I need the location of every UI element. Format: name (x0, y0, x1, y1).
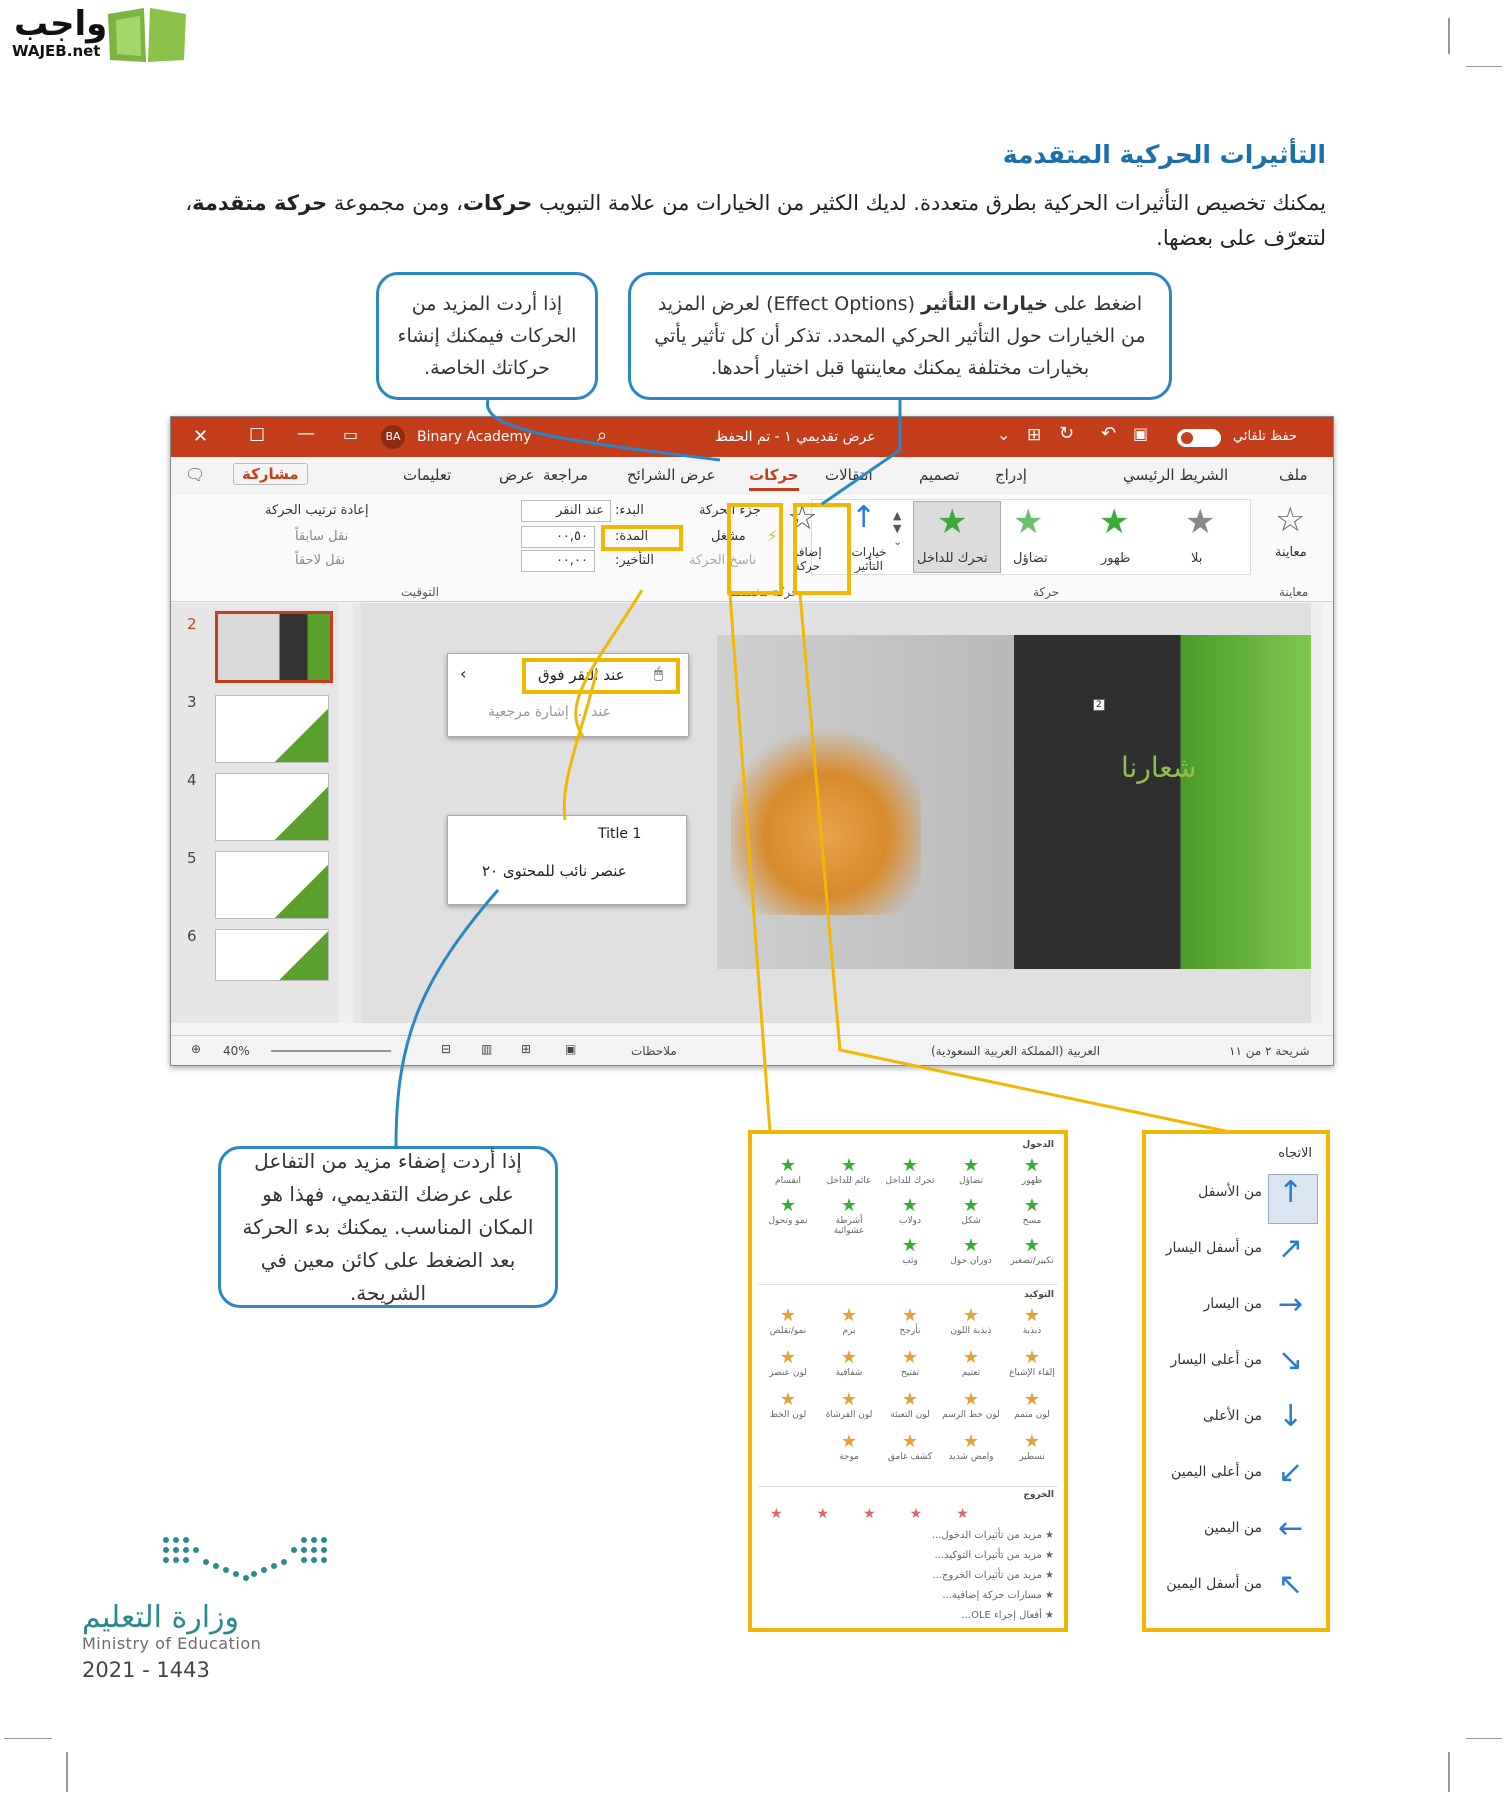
close-icon[interactable]: ✕ (193, 426, 209, 447)
effect-gallery-item[interactable] (758, 1390, 818, 1432)
start-dropdown[interactable]: عند النقر (521, 500, 611, 522)
direction-label: من أسفل اليمين (1166, 1576, 1262, 1592)
crop-mark (4, 1738, 52, 1739)
direction-label: من الأسفل (1198, 1184, 1262, 1200)
effect-gallery-label: دوران حول (950, 1256, 992, 1266)
section-title: التأثيرات الحركية المتقدمة (1002, 140, 1326, 169)
language-status[interactable]: العربية (المملكة العربية السعودية) (931, 1044, 1101, 1058)
effect-gallery-label: شكل (961, 1216, 981, 1226)
effect-gallery-item[interactable] (941, 1236, 1001, 1276)
effect-gallery-label: وامض شديد (948, 1452, 994, 1462)
tab-transitions[interactable]: انتقالات (825, 466, 873, 484)
ministry-name-english: Ministry of Education (82, 1634, 262, 1653)
undo-icon[interactable]: ↶ (1101, 423, 1117, 444)
intro-paragraph: يمكنك تخصيص التأثيرات الحركية بطرق متعددة. لديك الكثير من الخيارات من علامة التبويب حركات، ومن مجموعة حركة متقدمة، لتتعرّف على بعضها. (185, 191, 1326, 250)
slide-heading[interactable]: شعارنا (1121, 751, 1197, 784)
star-icon: ★ (962, 1235, 980, 1256)
thumbnail-slide-5[interactable] (215, 851, 329, 919)
effect-gallery-label: لون عنصر (769, 1368, 807, 1378)
direction-label: من اليمين (1204, 1520, 1262, 1536)
effect-gallery-item[interactable] (880, 1306, 940, 1348)
crop-mark (1466, 1738, 1502, 1739)
animation-painter-button[interactable]: ناسخ الحركة (689, 553, 757, 568)
direction-arrow-icon: ↓ (1278, 1399, 1304, 1434)
effect-gallery-item[interactable] (941, 1432, 1001, 1474)
direction-arrow-icon: ↗ (1278, 1231, 1304, 1266)
effect-gallery-label: إلقاء الإشباع (1009, 1368, 1055, 1378)
direction-option[interactable] (1146, 1287, 1326, 1330)
crop-mark (1466, 66, 1502, 67)
thumbnail-slide-3[interactable] (215, 695, 329, 763)
direction-arrow-icon: ↙ (1278, 1455, 1304, 1490)
star-icon: ★ (840, 1347, 858, 1368)
star-icon: ★ (840, 1305, 858, 1326)
star-icon: ★ (901, 1347, 919, 1368)
start-label: البدء: (615, 503, 644, 518)
effect-fade-icon[interactable]: ★ (1013, 502, 1044, 542)
thumb-number: 2 (187, 615, 197, 633)
direction-arrow-icon: ↘ (1278, 1343, 1304, 1378)
effect-none-icon[interactable]: ★ (1185, 502, 1216, 542)
star-icon: ★ (779, 1155, 797, 1176)
star-icon: ★ (962, 1347, 980, 1368)
add-animation-icon[interactable]: ☆ (787, 498, 818, 538)
wajeb-logo-latin: WAJEB.net (12, 42, 101, 60)
effect-gallery-item[interactable] (819, 1306, 879, 1348)
effect-gallery-label: تسطير (1019, 1452, 1045, 1462)
effect-flyin-label: تحرك للداخل (917, 551, 988, 566)
zoom-level[interactable]: 40% (223, 1044, 250, 1058)
effect-gallery-item[interactable] (941, 1156, 1001, 1196)
divider (758, 1486, 1058, 1487)
delay-label: التأخير: (615, 553, 654, 568)
more-effects-item[interactable]: ★ أفعال إجراء OLE... (961, 1610, 1054, 1621)
effect-none-label: بلا (1191, 551, 1203, 566)
effect-gallery-label: كشف غامق (887, 1452, 933, 1462)
effect-gallery-item[interactable] (1002, 1390, 1062, 1432)
delay-input[interactable]: ٠٠,٠٠ (521, 550, 595, 572)
trigger-icon: ⚡ (767, 527, 778, 545)
effect-gallery-item[interactable] (941, 1306, 1001, 1348)
tab-review[interactable]: مراجعة (543, 466, 589, 484)
canvas-scrollbar[interactable] (1311, 603, 1323, 1023)
tab-view[interactable]: عرض (499, 466, 535, 484)
star-icon: ★ (962, 1195, 980, 1216)
thumbnail-slide-2[interactable] (215, 611, 333, 683)
preview-icon[interactable]: ☆ (1275, 500, 1306, 540)
effect-options-highlight (793, 503, 851, 595)
more-effects-list (814, 1526, 1054, 1626)
effect-options-menu (1142, 1130, 1330, 1632)
duration-label: المدة: (615, 529, 649, 544)
star-icon: ★ (1023, 1155, 1041, 1176)
direction-option[interactable] (1146, 1567, 1326, 1610)
thumbnail-slide-6[interactable] (215, 929, 329, 981)
effect-flyin-icon: ★ (937, 502, 968, 542)
star-icon: ★ (962, 1389, 980, 1410)
effect-gallery-label: لون خط الرسم (942, 1410, 1000, 1420)
direction-arrow-icon: → (1278, 1287, 1304, 1322)
star-icon: ★ (901, 1195, 919, 1216)
effect-options-icon[interactable]: ↑ (851, 500, 877, 535)
star-icon: ★ (1023, 1389, 1041, 1410)
notes-button[interactable]: ملاحظات (631, 1044, 677, 1058)
thumb-number: 4 (187, 771, 197, 789)
effect-gallery-label: برم (842, 1326, 856, 1336)
document-title: عرض تقديمي ١ - تم الحفظ (715, 429, 876, 445)
effect-gallery-label: موجة (839, 1452, 859, 1462)
thumbnail-scrollbar[interactable] (339, 603, 353, 1023)
book-logo-icon (106, 6, 188, 64)
more-effects-item[interactable]: ★ مسارات حركة إضافية... (942, 1590, 1054, 1601)
tab-help[interactable]: تعليمات (403, 466, 452, 484)
effect-gallery-item[interactable] (941, 1390, 1001, 1432)
redo-icon[interactable]: ↻ (1059, 423, 1075, 444)
effect-gallery-label: ذبذبة اللون (950, 1326, 992, 1336)
ministry-name-arabic: وزارة التعليم (82, 1600, 240, 1635)
trigger-on-bookmark-item[interactable]: عند ... إشارة مرجعية (488, 704, 611, 720)
effect-gallery-label: انقسام (775, 1176, 801, 1186)
direction-option[interactable] (1146, 1175, 1326, 1218)
star-icon: ★ (1023, 1431, 1041, 1452)
direction-list (1146, 1175, 1326, 1618)
shape-title-1[interactable]: Title 1 (598, 826, 642, 842)
thumb-number: 3 (187, 693, 197, 711)
star-icon: ★ (779, 1389, 797, 1410)
more-effects-item[interactable]: ★ مزيد من تأثيرات التوكيد... (934, 1550, 1054, 1561)
star-icon: ★ (962, 1431, 980, 1452)
avatar[interactable]: BA (381, 425, 405, 449)
ministry-logo-dots (160, 1532, 330, 1586)
effect-gallery-item[interactable] (819, 1390, 879, 1432)
tab-animations[interactable]: حركات (749, 466, 799, 491)
effect-gallery-label: لون التعبئة (890, 1410, 930, 1420)
bubble-tea-image (731, 715, 921, 915)
effect-gallery-item[interactable] (941, 1348, 1001, 1390)
effect-gallery-label: نمو وتحول (768, 1216, 808, 1226)
effect-gallery-label: لون متمم (1014, 1410, 1050, 1420)
effect-gallery-item[interactable] (1002, 1432, 1062, 1474)
tab-home[interactable]: الشريط الرئيسي (1123, 466, 1229, 484)
maximize-icon[interactable]: ☐ (249, 425, 266, 446)
academic-year: 2021 - 1443 (82, 1658, 210, 1682)
thumb-number: 6 (187, 927, 197, 945)
animation-pane-button[interactable]: جزء الحركة (699, 503, 761, 518)
tab-design[interactable]: تصميم (919, 466, 960, 484)
effect-gallery-label: تعتيم (961, 1368, 981, 1378)
add-animation-gallery (748, 1130, 1068, 1632)
effect-gallery-item[interactable] (1002, 1236, 1062, 1276)
trigger-highlight (601, 525, 683, 551)
trigger-button[interactable]: مشغل (711, 529, 746, 544)
star-icon: ★ (779, 1195, 797, 1216)
star-icon: ★ (1023, 1195, 1041, 1216)
effect-gallery-item[interactable] (880, 1156, 940, 1196)
status-bar (171, 1035, 1333, 1066)
star-icon: ★ (901, 1389, 919, 1410)
slideshow-view-icon[interactable]: ⊟ (441, 1042, 452, 1056)
move-later-button[interactable]: نقل لاحقاً (295, 553, 346, 568)
normal-view-icon[interactable]: ▣ (565, 1042, 577, 1056)
effect-gallery-item[interactable] (1002, 1196, 1062, 1236)
ribbon-display-icon[interactable]: ▭ (343, 425, 359, 444)
direction-option[interactable] (1146, 1399, 1326, 1442)
entrance-heading: الدخول (1022, 1140, 1054, 1150)
effect-gallery-item[interactable] (819, 1432, 879, 1474)
fit-icon[interactable]: ⊕ (191, 1042, 202, 1056)
sorter-view-icon[interactable]: ⊞ (521, 1042, 532, 1056)
direction-label: من الأعلى (1202, 1408, 1262, 1424)
effect-gallery-label: تفتيح (900, 1368, 920, 1378)
emphasis-heading: التوكيد (1024, 1290, 1054, 1300)
thumbnail-slide-4[interactable] (215, 773, 329, 841)
direction-arrow-icon: ← (1278, 1511, 1304, 1546)
callout-effect-options: اضغط على خيارات التأثير (Effect Options) لعرض المزيد من الخيارات حول التأثير الحركي المحدد. تذكر أن كل تأثير يأتي بخيارات مختلفة يمكنك معاينتها قبل اختيار أحدها. (628, 272, 1172, 400)
star-icon: ★ (962, 1305, 980, 1326)
direction-label: من أعلى اليسار (1170, 1352, 1262, 1368)
shape-list-menu (447, 815, 687, 905)
effect-gallery-item[interactable] (758, 1196, 818, 1236)
reorder-label: إعادة ترتيب الحركة (265, 503, 369, 518)
effect-gallery-item[interactable] (880, 1196, 940, 1236)
emphasis-grid (756, 1306, 1062, 1482)
effect-gallery-item[interactable] (880, 1348, 940, 1390)
effect-gallery-item[interactable] (758, 1156, 818, 1196)
ribbon-tabs (171, 457, 1333, 495)
effect-options-button[interactable]: خيارات التأثير (851, 545, 887, 573)
user-name: Binary Academy (417, 429, 532, 445)
zoom-slider[interactable] (271, 1050, 391, 1052)
effect-gallery-item[interactable] (880, 1390, 940, 1432)
save-icon[interactable]: ▣ (1133, 424, 1149, 443)
tab-insert[interactable]: إدراج (995, 466, 1027, 484)
shape-content-placeholder[interactable]: عنصر نائب للمحتوى ٢٠ (482, 862, 627, 880)
effect-gallery-label: مسح (1022, 1216, 1042, 1226)
direction-label: من أعلى اليمين (1171, 1464, 1262, 1480)
more-effects-item[interactable]: ★ مزيد من تأثيرات الخروج... (932, 1570, 1054, 1581)
effect-gallery-label: عائم للداخل (826, 1176, 872, 1186)
crop-mark (66, 1752, 68, 1792)
comments-icon[interactable]: 🗨 (185, 465, 206, 484)
effect-appear-label: ظهور (1101, 551, 1131, 566)
wajeb-logo-arabic: واجب (14, 4, 108, 44)
present-icon[interactable]: ⊞ (1027, 425, 1042, 445)
exit-heading: الخروج (1023, 1490, 1054, 1500)
share-button[interactable]: مشاركة (233, 463, 308, 485)
effect-gallery-item[interactable] (819, 1196, 879, 1236)
effect-gallery-label: ظهور (1021, 1176, 1043, 1186)
star-icon: ★ (1023, 1305, 1041, 1326)
direction-option[interactable] (1146, 1511, 1326, 1554)
effect-gallery-item[interactable] (941, 1196, 1001, 1236)
star-icon: ★ (840, 1431, 858, 1452)
star-icon: ★ (1023, 1235, 1041, 1256)
minimize-icon[interactable]: — (297, 423, 315, 444)
slide-counter: شريحة ٢ من ١١ (1229, 1044, 1310, 1058)
more-effects-item[interactable]: ★ مزيد من تأثيرات الدخول... (931, 1530, 1054, 1541)
effect-gallery-label: أشرطة عشوائية (833, 1216, 865, 1236)
effect-gallery-label: تأرجح (899, 1326, 921, 1336)
effect-gallery-label: تحرك للداخل (885, 1176, 935, 1186)
title-bar (171, 417, 1333, 457)
direction-arrow-icon: ↑ (1278, 1175, 1304, 1210)
direction-option[interactable] (1146, 1343, 1326, 1386)
star-icon: ★ (840, 1195, 858, 1216)
chevron-left-icon[interactable]: ‹ (460, 664, 467, 683)
thumb-number: 5 (187, 849, 197, 867)
callout-trigger: إذا أردت إضفاء مزيد من التفاعل على عرضك التقديمي، فهذا هو المكان المناسب. يمكنك بدء الحركة بعد الضغط على كائن معين في الشريحة. (218, 1146, 558, 1308)
direction-option[interactable] (1146, 1455, 1326, 1498)
star-icon: ★ (1023, 1347, 1041, 1368)
star-icon: ★ (901, 1431, 919, 1452)
mouse-icon: 🖱 (654, 664, 664, 682)
group-preview-label: معاينة (1279, 585, 1309, 599)
effect-gallery-label: تضاؤل (959, 1176, 983, 1186)
star-icon: ★ (901, 1235, 919, 1256)
effect-gallery-label: ذبذبة (1022, 1326, 1042, 1336)
effect-gallery-label: تكبير/تصغير (1010, 1256, 1054, 1266)
star-icon: ★ (779, 1347, 797, 1368)
effect-gallery-item[interactable] (1002, 1306, 1062, 1348)
customize-toolbar-icon[interactable]: ⌄ (997, 425, 1011, 444)
effect-fade-label: تضاؤل (1013, 551, 1048, 566)
star-icon: ★ (901, 1305, 919, 1326)
effect-gallery-label: شفافية (835, 1368, 863, 1378)
direction-option[interactable] (1146, 1231, 1326, 1274)
slide-thumbnails-pane (171, 603, 361, 1023)
star-icon: ★ (779, 1305, 797, 1326)
effect-gallery-item[interactable] (758, 1306, 818, 1348)
crop-mark (1448, 1752, 1450, 1792)
callout-more-animations: إذا أردت المزيد من الحركات فيمكنك إنشاء حركاتك الخاصة. (376, 272, 598, 400)
trigger-menu (447, 653, 689, 737)
tab-file[interactable]: ملف (1279, 466, 1308, 484)
preview-button[interactable]: معاينة (1275, 545, 1307, 560)
autosave-label: حفظ تلقائي (1233, 429, 1297, 444)
crop-mark (1448, 18, 1450, 54)
animation-badge: 2 (1093, 699, 1105, 711)
effect-gallery-label: وثب (902, 1256, 918, 1266)
exit-stars-icon: ★★★★★ (770, 1506, 1003, 1522)
search-icon[interactable]: ⌕ (597, 425, 608, 446)
add-animation-highlight (727, 503, 783, 595)
reading-view-icon[interactable]: ▥ (481, 1042, 493, 1056)
direction-heading: الاتجاه (1278, 1146, 1312, 1161)
direction-arrow-icon: ↖ (1278, 1567, 1304, 1602)
move-earlier-button[interactable]: نقل سابقاً (295, 529, 349, 544)
star-icon: ★ (901, 1155, 919, 1176)
star-icon: ★ (962, 1155, 980, 1176)
group-timing-label: التوقيت (401, 585, 439, 599)
effect-gallery-item[interactable] (819, 1156, 879, 1196)
group-animation-label: حركة (1033, 585, 1060, 599)
duration-input[interactable]: ٠٠,٥٠ (521, 526, 595, 548)
effect-gallery-item[interactable] (758, 1348, 818, 1390)
autosave-toggle[interactable] (1177, 429, 1221, 447)
effect-gallery-item[interactable] (1002, 1348, 1062, 1390)
gallery-scroll-icon[interactable]: ▲ ▼ ⌄ (893, 509, 903, 548)
trigger-on-click-item[interactable]: عند النقر فوق (538, 666, 625, 684)
direction-label: من اليسار (1203, 1296, 1262, 1312)
effect-gallery-label: نمو/تقلص (769, 1326, 807, 1336)
effect-appear-icon[interactable]: ★ (1099, 502, 1130, 542)
add-animation-button[interactable]: إضافة حركة (792, 545, 822, 573)
group-advanced-label: حركة مخصصة (727, 585, 799, 599)
effect-gallery-label: دولاب (899, 1216, 921, 1226)
divider (758, 1284, 1058, 1285)
effect-gallery-item[interactable] (1002, 1156, 1062, 1196)
star-icon: ★ (840, 1155, 858, 1176)
effect-gallery-item[interactable] (819, 1348, 879, 1390)
direction-label: من أسفل اليسار (1165, 1240, 1262, 1256)
tab-slideshow[interactable]: عرض الشرائح (627, 466, 716, 484)
effect-gallery-label: لون الفرشاة (825, 1410, 873, 1420)
star-icon: ★ (840, 1389, 858, 1410)
effect-gallery-item[interactable] (880, 1236, 940, 1276)
entrance-grid (756, 1156, 1062, 1286)
effect-gallery-item[interactable] (880, 1432, 940, 1474)
effect-gallery-label: لون الخط (769, 1410, 807, 1420)
powerpoint-window (170, 416, 1334, 1066)
